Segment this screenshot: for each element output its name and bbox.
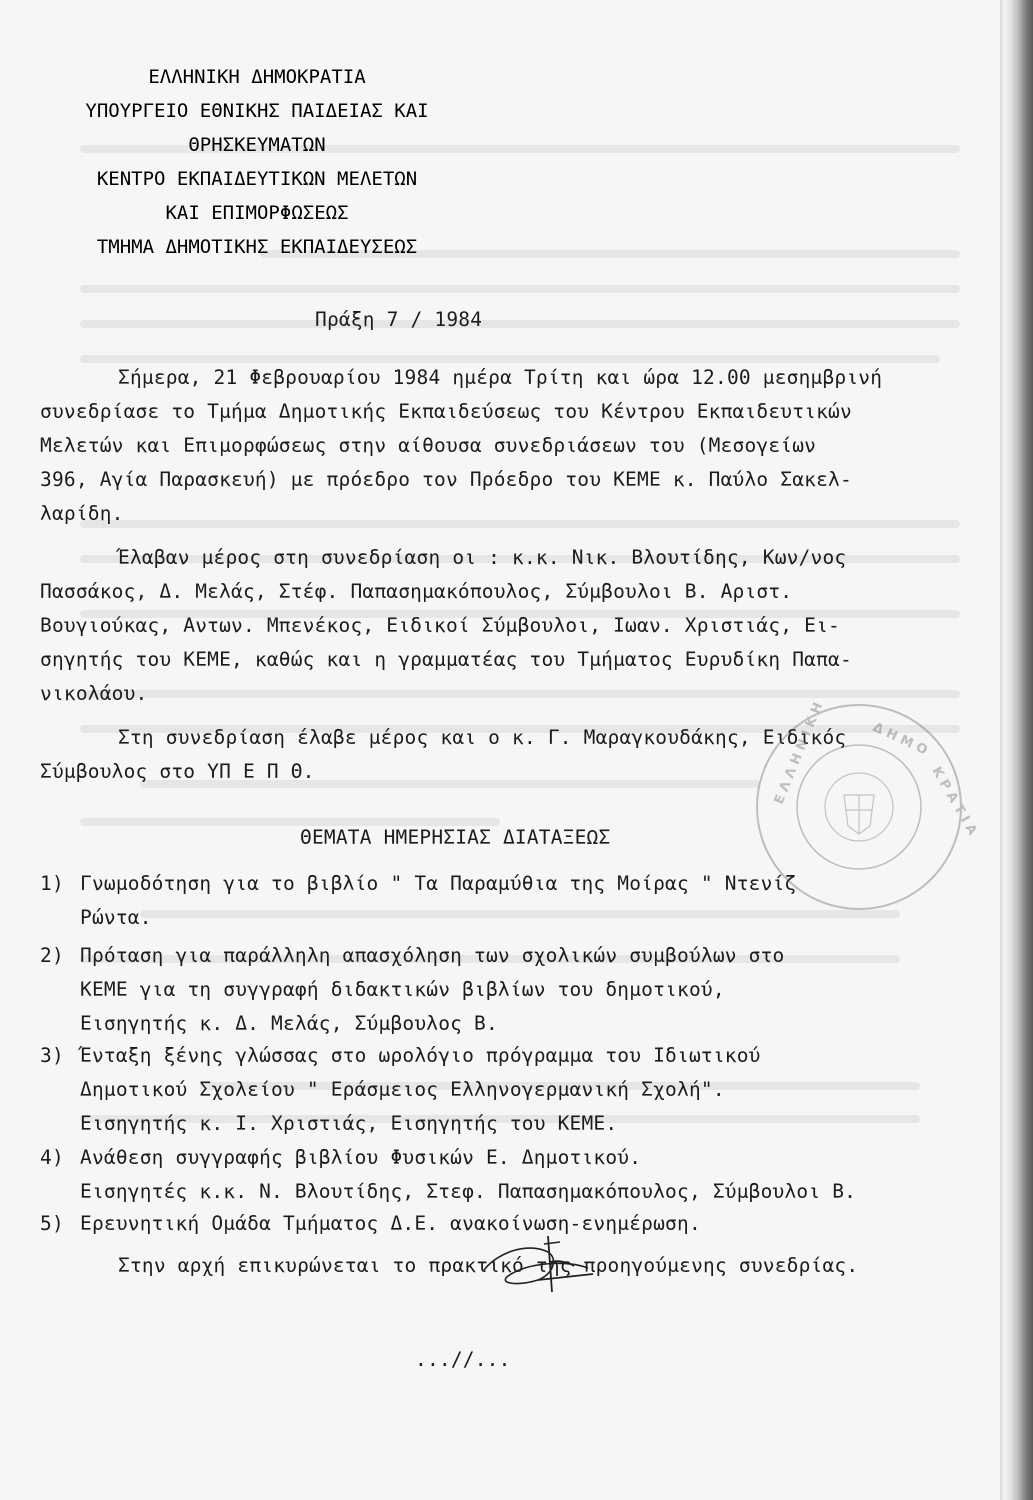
svg-text:Δ Η Μ Ο: Δ Η Μ Ο: [870, 720, 930, 759]
svg-text:Κ Ρ Α Τ Ι Α: Κ Ρ Α Τ Ι Α: [928, 764, 980, 838]
agenda-item-3-line-2: Δημοτικού Σχολείου " Εράσμειος Ελληνογερμανική Σχολή".: [80, 1078, 725, 1101]
act-title: Πράξη 7 / 1984: [315, 308, 483, 331]
header-line-1: ΕΛΛΗΝΙΚΗ ΔΗΜΟΚΡΑΤΙΑ: [148, 66, 366, 88]
agenda-item-4-line-2: Εισηγητές κ.κ. Ν. Βλουτίδης, Στεφ. Παπασημακόπουλος, Σύμβουλοι Β.: [80, 1180, 857, 1203]
header-line-2: ΥΠΟΥΡΓΕΙΟ ΕΘΝΙΚΗΣ ΠΑΙΔΕΙΑΣ ΚΑΙ: [85, 100, 429, 122]
agenda-item-4-line-1: Ανάθεση συγγραφής βιβλίου Φυσικών Ε. Δημοτικού.: [80, 1146, 642, 1169]
p3-line-2: Σύμβουλος στο ΥΠ Ε Π Θ.: [40, 760, 315, 783]
page-continuation-marker: ...//...: [415, 1348, 511, 1371]
p1-line-3: Μελετών και Επιμορφώσεως στην αίθουσα συνεδριάσεων του (Μεσογείων: [40, 434, 817, 457]
p3-line-1: Στη συνεδρίαση έλαβε μέρος και ο κ. Γ. Μαραγκουδάκης, Ειδικός: [118, 726, 847, 749]
header-line-3: ΘΡΗΣΚΕΥΜΑΤΩΝ: [188, 134, 326, 156]
agenda-item-1-line-2: Ρώντα.: [80, 906, 152, 929]
p1-line-2: συνεδρίασε το Τμήμα Δημοτικής Εκπαιδεύσεως του Κέντρου Εκπαιδευτικών: [40, 400, 852, 423]
svg-text:Ε Λ Λ Η Ν Ι Κ Η: Ε Λ Λ Η Ν Ι Κ Η: [771, 700, 827, 807]
agenda-item-5-line-1: Ερευνητική Ομάδα Τμήματος Δ.Ε. ανακοίνωση-ενημέρωση.: [80, 1212, 701, 1235]
closing-line: Στην αρχή επικυρώνεται το πρακτικό της προηγούμενης συνεδρίας.: [118, 1254, 859, 1277]
signature-mark: [478, 1222, 608, 1322]
agenda-item-3-num: 3): [40, 1044, 64, 1067]
p2-line-5: νικολάου.: [40, 682, 148, 705]
official-seal: [752, 700, 980, 915]
p1-line-5: λαρίδη.: [40, 502, 124, 525]
agenda-title: ΘΕΜΑΤΑ ΗΜΕΡΗΣΙΑΣ ΔΙΑΤΑΞΕΩΣ: [300, 826, 611, 849]
agenda-item-2-line-3: Εισηγητής κ. Δ. Μελάς, Σύμβουλος Β.: [80, 1012, 498, 1035]
agenda-item-5-num: 5): [40, 1212, 64, 1235]
agenda-item-1-line-1: Γνωμοδότηση για το βιβλίο " Τα Παραμύθια της Μοίρας " Ντενίζ: [80, 872, 797, 895]
agenda-item-1-num: 1): [40, 872, 64, 895]
p1-line-1: Σήμερα, 21 Φεβρουαρίου 1984 ημέρα Τρίτη και ώρα 12.00 μεσημβρινή: [118, 366, 883, 389]
agenda-item-2-line-1: Πρόταση για παράλληλη απασχόληση των σχολικών συμβούλων στο: [80, 944, 785, 967]
agenda-item-3-line-1: Ένταξη ξένης γλώσσας στο ωρολόγιο πρόγραμμα του Ιδιωτικού: [80, 1044, 761, 1067]
p2-line-4: σηγητής του ΚΕΜΕ, καθώς και η γραμματέας του Τμήματος Ευρυδίκη Παπα-: [40, 648, 852, 671]
p2-line-3: Βουγιούκας, Αντων. Μπενέκος, Ειδικοί Σύμβουλοι, Ιωαν. Χριστιάς, Ει-: [40, 614, 840, 637]
header-line-5: ΚΑΙ ΕΠΙΜΟΡΦΩΣΕΩΣ: [165, 202, 349, 224]
p2-line-2: Πασσάκος, Δ. Μελάς, Στέφ. Παπασημακόπουλος, Σύμβουλοι Β. Αριστ.: [40, 580, 793, 603]
p1-line-4: 396, Αγία Παρασκευή) με πρόεδρο τον Πρόεδρο του ΚΕΜΕ κ. Παύλο Σακελ-: [40, 468, 852, 491]
header-line-4: ΚΕΝΤΡΟ ΕΚΠΑΙΔΕΥΤΙΚΩΝ ΜΕΛΕΤΩΝ: [96, 168, 418, 190]
agenda-item-2-num: 2): [40, 944, 64, 967]
agenda-item-4-num: 4): [40, 1146, 64, 1169]
p2-line-1: Έλαβαν μέρος στη συνεδρίαση οι : κ.κ. Νικ. Βλουτίδης, Κων/νος: [118, 546, 847, 569]
agenda-item-2-line-2: ΚΕΜΕ για τη συγγραφή διδακτικών βιβλίων του δημοτικού,: [80, 978, 725, 1001]
agenda-item-3-line-3: Εισηγητής κ. Ι. Χριστιάς, Εισηγητής του ΚΕΜΕ.: [80, 1112, 618, 1135]
header-line-6: ΤΜΗΜΑ ΔΗΜΟΤΙΚΗΣ ΕΚΠΑΙΔΕΥΣΕΩΣ: [96, 236, 418, 258]
book-edge: [1000, 0, 1033, 1500]
